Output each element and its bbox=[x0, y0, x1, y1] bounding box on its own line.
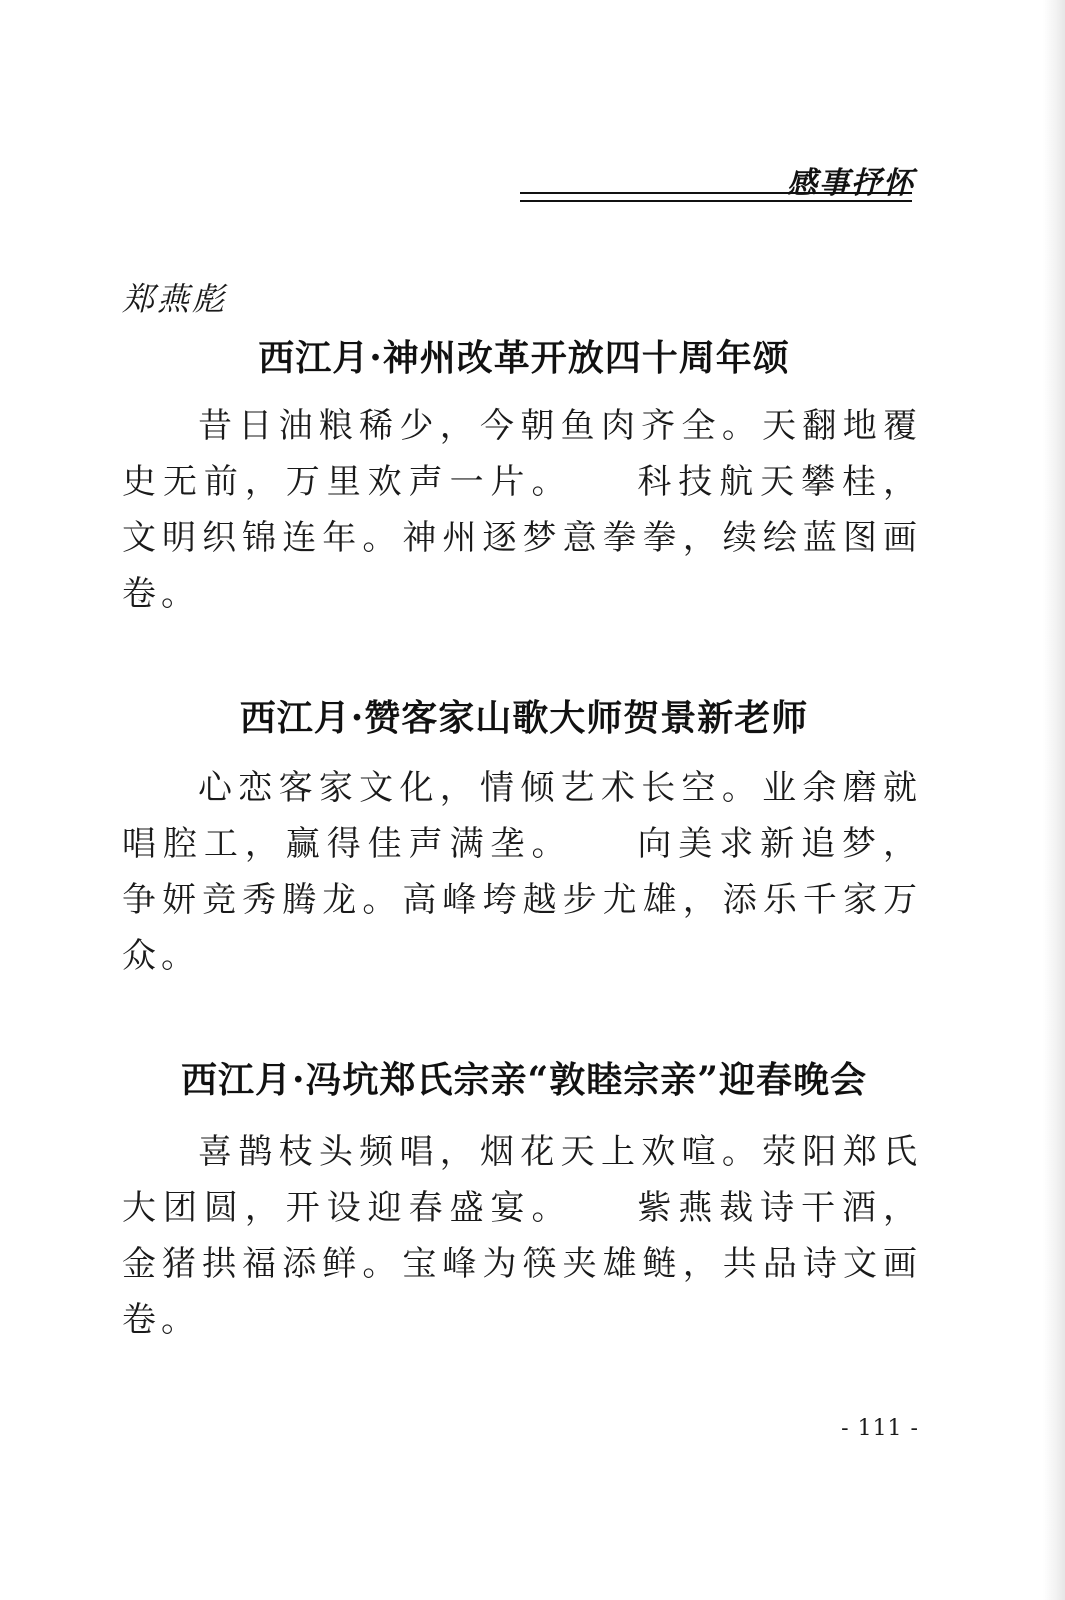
poem-title-2: 西江月·赞客家山歌大师贺景新老师 bbox=[239, 697, 809, 739]
page-edge-shadow bbox=[1043, 0, 1065, 1600]
header-rule bbox=[520, 192, 912, 202]
poem-title-1: 西江月·神州改革开放四十周年颂 bbox=[258, 337, 790, 379]
section-title: 感事抒怀 bbox=[787, 166, 915, 201]
poem-body-1: 昔日油粮稀少，今朝鱼肉齐全。天翻地覆史无前，万里欢声一片。 科技航天攀桂，文明织锦连年。神州逐梦意拳拳，续绘蓝图画卷。 bbox=[122, 406, 922, 614]
poem-body-2: 心恋客家文化，情倾艺术长空。业余磨就唱腔工，赢得佳声满垄。 向美求新追梦，争妍竞秀腾龙。高峰垮越步尤雄，添乐千家万众。 bbox=[122, 768, 922, 976]
author-name: 郑燕彪 bbox=[122, 280, 228, 318]
page-number: - 111 - bbox=[841, 1416, 919, 1441]
poem-body-3: 喜鹊枝头频唱，烟花天上欢喧。荥阳郑氏大团圆，开设迎春盛宴。 紫燕裁诗干酒，金猪拱福添鲜。宝峰为筷夹雄鲢，共品诗文画卷。 bbox=[122, 1132, 922, 1340]
poem-title-3: 西江月·冯坑郑氏宗亲“敦睦宗亲”迎春晚会 bbox=[181, 1059, 867, 1101]
